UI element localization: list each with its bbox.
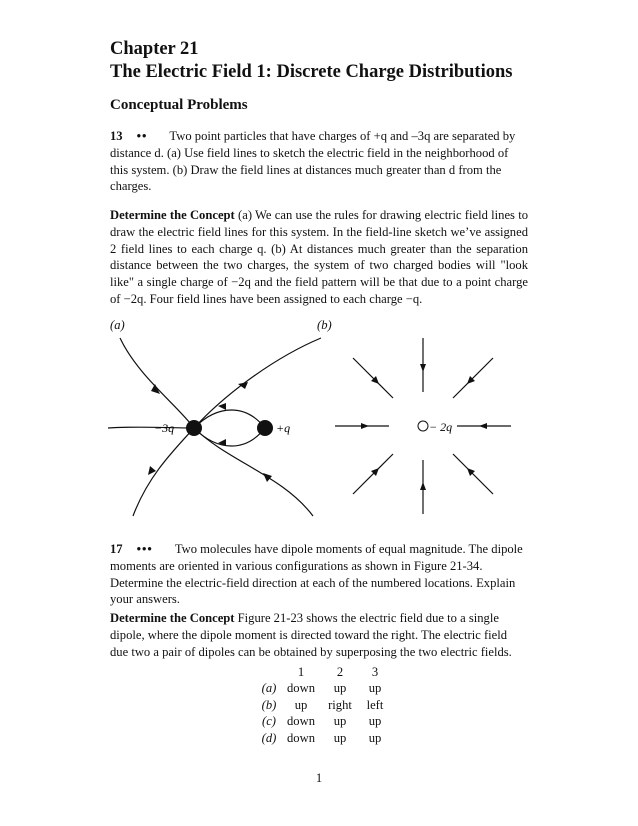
table-cell: up xyxy=(333,730,347,745)
problem-13-solution xyxy=(110,207,528,308)
arrowhead xyxy=(151,384,160,394)
arrowhead xyxy=(479,423,487,429)
field-line xyxy=(453,454,493,494)
chapter-heading xyxy=(110,38,570,84)
concept-text: (a) We can use the rules for drawing electric field lines to draw the electric field lines for this system. In the field-line sketch we’ve assigned 2 field lines to each charge q. (b) At distances much greater than the separation distance between the two charges, the system of two charged bodies will "look like" a single charge of −2q and the field pattern will be that due to a point charge of −2q. Four field lines have been assigned to each charge −q. xyxy=(110,208,528,306)
difficulty-marker: ••• xyxy=(136,542,153,556)
field-line xyxy=(353,358,393,398)
arrowhead xyxy=(238,382,248,389)
row-label: (a) xyxy=(261,681,277,696)
table-cell: up xyxy=(294,697,308,712)
column-header: 1 xyxy=(297,664,305,679)
table-cell: down xyxy=(287,730,315,745)
answer-table-container xyxy=(256,664,390,747)
problem-text: Two molecules have dipole moments of equal magnitude. The dipole moments are oriented in various configurations as shown in Figure 21-34. Determine the electric-field direction at each of the numbered locations. Explain your answers. xyxy=(110,542,523,607)
charge-positive xyxy=(257,420,273,436)
charge-positive-label: +q xyxy=(276,421,291,435)
table-row xyxy=(256,714,390,731)
table-header-row xyxy=(256,664,390,681)
field-line xyxy=(194,410,265,428)
figure-a-label: (a) xyxy=(110,318,125,332)
column-header: 3 xyxy=(371,664,379,679)
table-cell: up xyxy=(333,681,347,696)
table-row xyxy=(256,681,390,698)
section-title: Conceptual Problems xyxy=(110,97,248,113)
problem-number: 17 xyxy=(110,542,123,556)
row-label: (b) xyxy=(261,697,277,712)
field-lines-diagram-b xyxy=(333,336,513,516)
field-line xyxy=(194,428,265,446)
arrowhead xyxy=(420,482,426,490)
arrowhead xyxy=(361,423,369,429)
table-cell: up xyxy=(368,681,382,696)
charge-negative xyxy=(186,420,202,436)
field-lines-diagram-a xyxy=(108,336,328,526)
field-line xyxy=(108,427,194,428)
table-cell: down xyxy=(287,714,315,729)
table-cell: left xyxy=(366,697,384,712)
problem-13-statement xyxy=(110,128,528,195)
answer-table xyxy=(256,664,390,747)
table-row xyxy=(256,697,390,714)
chapter-number: Chapter 21 xyxy=(110,39,199,59)
table-cell: up xyxy=(333,714,347,729)
problem-17-statement xyxy=(110,541,528,608)
field-line xyxy=(353,454,393,494)
column-header: 2 xyxy=(336,664,344,679)
table-cell: right xyxy=(328,697,352,712)
charge-far-label: − 2q xyxy=(429,420,453,434)
row-label: (d) xyxy=(261,730,277,745)
figure-b-label: (b) xyxy=(317,318,332,332)
table-cell: down xyxy=(287,681,315,696)
problem-number: 13 xyxy=(110,129,123,143)
field-line xyxy=(453,358,493,398)
field-line xyxy=(120,338,194,428)
concept-text: Figure 21-23 shows the electric field due to a single dipole, where the dipole moment is directed toward the right. The electric field due two a pair of dipoles can be obtained by superposing the two electric fields. xyxy=(110,611,512,659)
table-cell: up xyxy=(368,714,382,729)
table-row xyxy=(256,730,390,747)
table-cell: up xyxy=(368,730,382,745)
page-number: 1 xyxy=(315,771,323,785)
problem-17-solution xyxy=(110,610,528,660)
arrowhead xyxy=(263,473,272,482)
row-label: (c) xyxy=(262,714,276,729)
charge-negative-label: −3q xyxy=(154,421,175,435)
arrowhead xyxy=(420,364,426,372)
chapter-title: The Electric Field 1: Discrete Charge Distributions xyxy=(110,62,513,82)
difficulty-marker: •• xyxy=(136,129,148,143)
concept-label: Determine the Concept xyxy=(110,208,235,222)
concept-label: Determine the Concept xyxy=(110,611,235,625)
field-line xyxy=(133,428,194,516)
charge-far xyxy=(418,421,428,431)
problem-text: Two point particles that have charges of +q and –3q are separated by distance d. (a) Use field lines to sketch the electric field in the neighborhood of this system. (b) Draw the field lines at distances much greater than d from the charges. xyxy=(110,129,516,194)
